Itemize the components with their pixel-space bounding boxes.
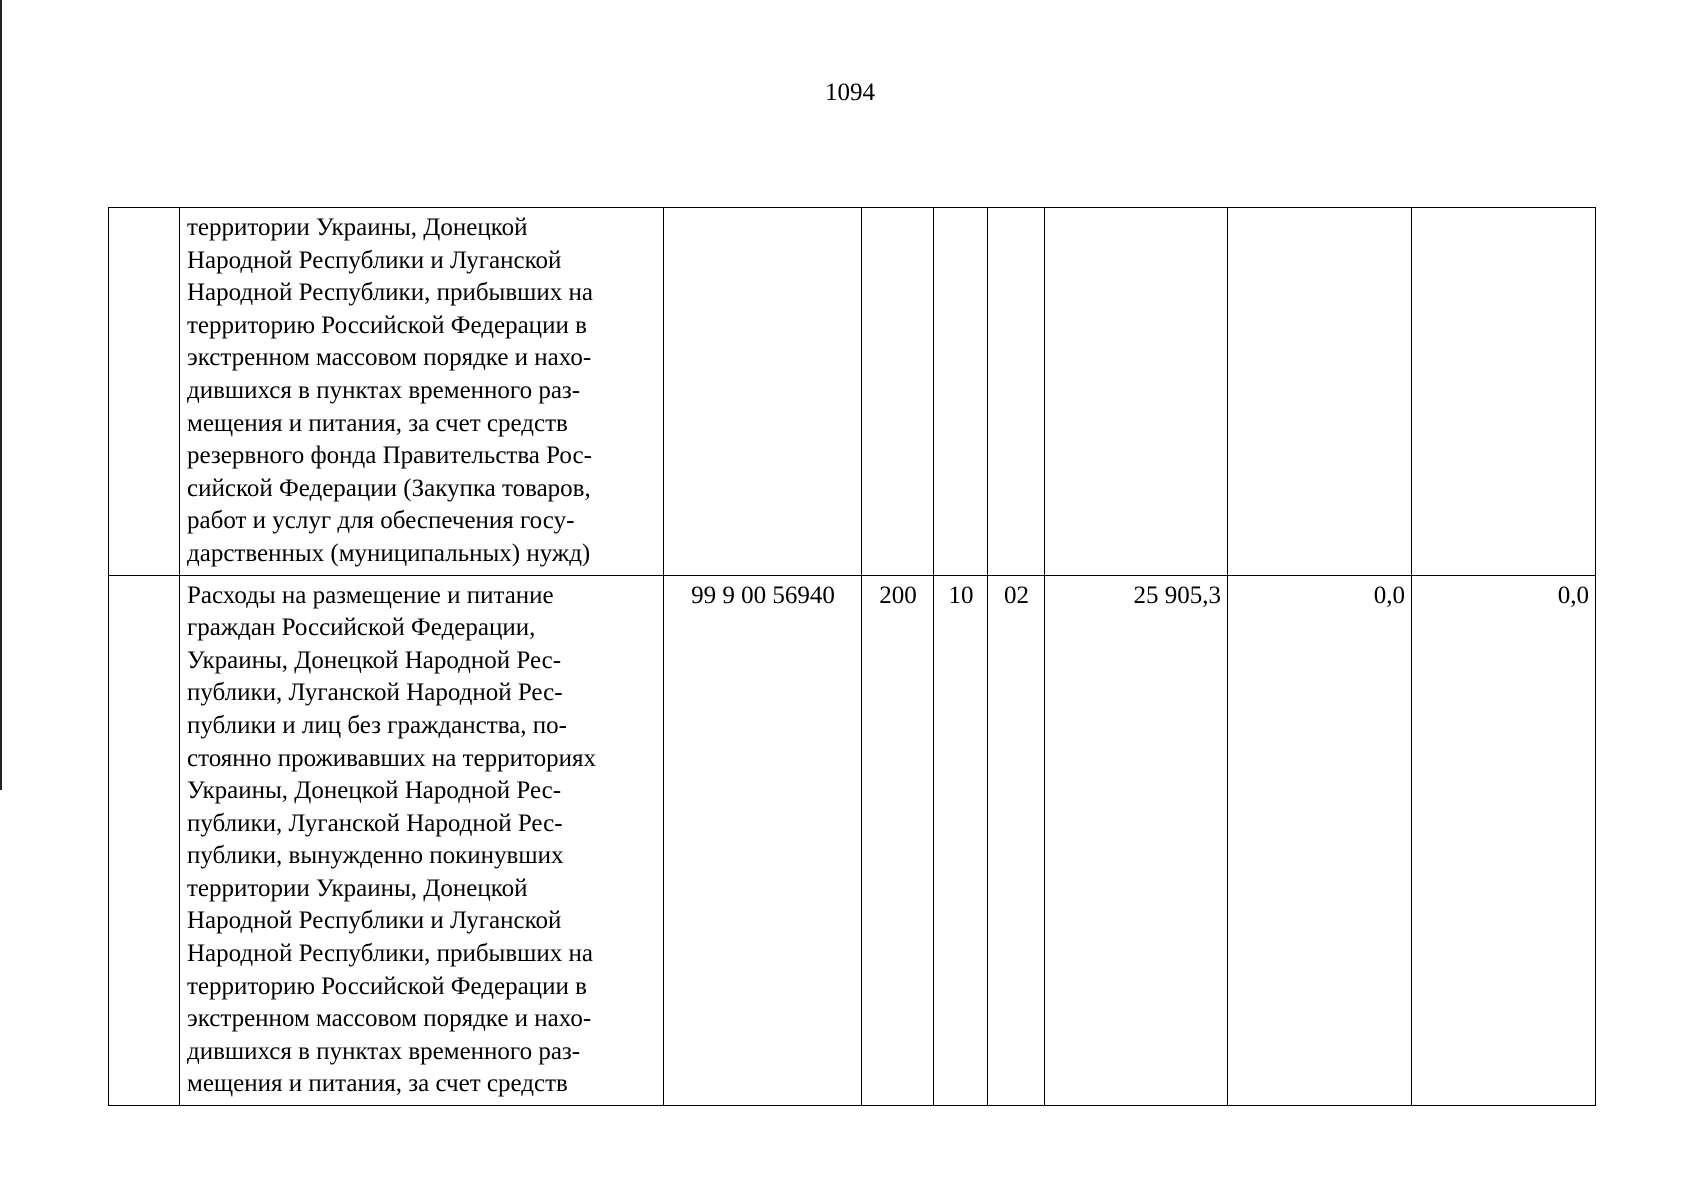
target-article-cell: 99 9 00 56940 xyxy=(664,575,862,1106)
target-article-cell xyxy=(664,208,862,576)
expense-type-cell: 200 xyxy=(862,575,934,1106)
amount-year-1-cell xyxy=(1045,208,1228,576)
budget-table xyxy=(108,207,1596,1106)
expense-name-cell xyxy=(180,575,664,1106)
page-number: 1094 xyxy=(825,79,875,106)
section-cell xyxy=(934,208,988,576)
subsection-cell: 02 xyxy=(988,575,1045,1106)
expense-name-text: территории Украины, Донецкой Народной Республики и Луганской Народной Республики, прибывших на территорию Российской Федерации в экстренном массовом порядке и нахо- дившихся в пунктах временного раз- мещения и питания, за счет средств резервного фонда Правительства Рос- сийской Федерации (Закупка товаров, работ и услуг для обеспечения госу- дарственных (муниципальных) нужд) xyxy=(187,214,594,567)
row-number-cell xyxy=(109,575,180,1106)
amount-year-2-cell xyxy=(1228,208,1412,576)
row-number-cell xyxy=(109,208,180,576)
expense-name-text: Расходы на размещение и питание граждан Российской Федерации, Украины, Донецкой Народной Рес- публики, Луганской Народной Рес- публики и лиц без гражданства, по- стоянно проживавших на территориях Украины, Донецкой Народной Рес- публики, Луганской Народной Рес- публики, вынужденно покинувших территории Украины, Донецкой Народной Республики и Луганской Народной Республики, прибывших на территорию Российской Федерации в экстренном массовом порядке и нахо- дившихся в пунктах временного раз- мещения и питания, за счет средств xyxy=(187,581,596,1098)
amount-year-3-cell: 0,0 xyxy=(1412,575,1596,1106)
amount-year-2-cell: 0,0 xyxy=(1228,575,1412,1106)
table-row xyxy=(109,575,1596,1106)
subsection-cell xyxy=(988,208,1045,576)
expense-name-cell xyxy=(180,208,664,576)
section-cell: 10 xyxy=(934,575,988,1106)
amount-year-3-cell xyxy=(1412,208,1596,576)
scan-edge-line xyxy=(0,0,2,790)
table-row xyxy=(109,208,1596,576)
expense-type-cell xyxy=(862,208,934,576)
amount-year-1-cell: 25 905,3 xyxy=(1045,575,1228,1106)
